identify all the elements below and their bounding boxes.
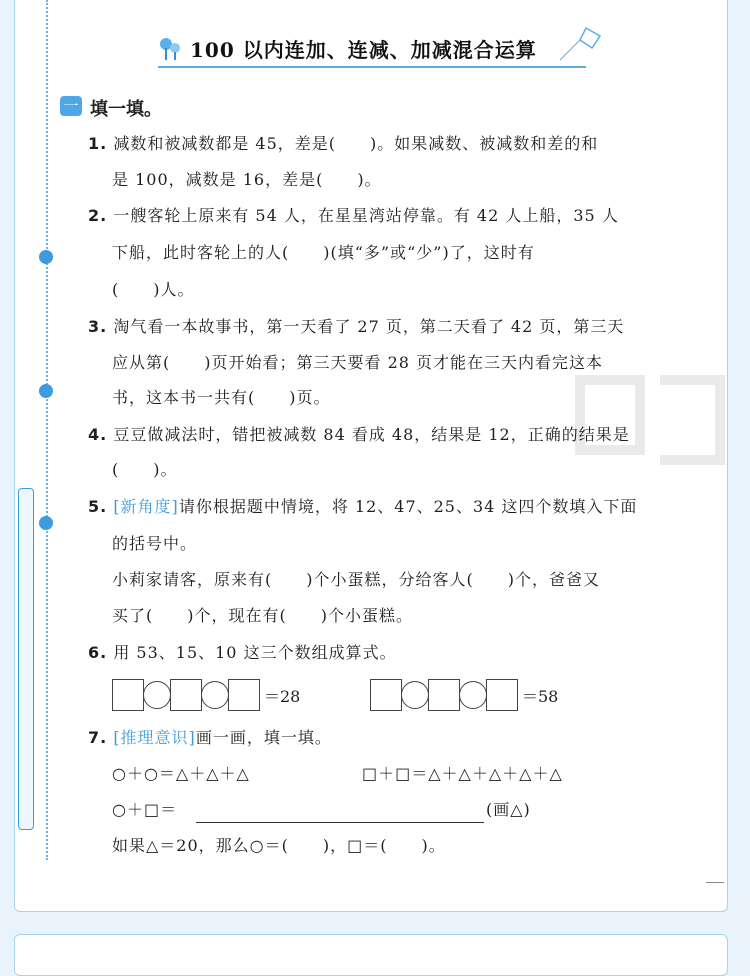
q6-eq1-result: ＝28: [264, 686, 301, 706]
q7-eq-c-note: (画△): [486, 800, 531, 819]
section-badge: 一: [60, 96, 82, 116]
q2-number: 2.: [88, 206, 108, 225]
corner-mark: [706, 882, 724, 883]
q5-line4: 买了( )个，现在有( )个小蛋糕。: [112, 606, 413, 625]
q7-line1: [88, 727, 332, 749]
q5-line3: 小莉家请客，原来有( )个小蛋糕，分给客人( )个，爸爸又: [112, 570, 600, 589]
q2-line1: [88, 205, 619, 227]
q7-eq-b: □＋□＝△＋△＋△＋△＋△: [362, 764, 563, 783]
q7-text1: 画一画，填一填。: [195, 728, 332, 747]
q7-number: 7.: [88, 728, 108, 747]
q6-number: 6.: [88, 643, 108, 662]
q1-line2: 是 100，减数是 16，差是( )。: [112, 170, 382, 189]
q4-line2: ( )。: [112, 460, 178, 479]
q1-number: 1.: [88, 134, 108, 153]
answer-box[interactable]: [428, 679, 460, 711]
q4-number: 4.: [88, 425, 108, 444]
q5-line2: 的括号中。: [112, 534, 198, 553]
title-underline: [158, 66, 586, 68]
q3-line2: 应从第( )页开始看；第三天要看 28 页才能在三天内看完这本: [112, 353, 604, 372]
answer-box[interactable]: [486, 679, 518, 711]
operator-circle[interactable]: [459, 681, 487, 709]
kite-icon: [556, 26, 602, 62]
q7-tag: [推理意识]: [113, 728, 196, 747]
q3-line3: 书，这本书一共有( )页。: [112, 388, 331, 407]
title-area: [158, 30, 586, 70]
q3-line1: [88, 316, 624, 338]
binding-dot: [39, 516, 53, 530]
answer-box[interactable]: [228, 679, 260, 711]
q2-line2: 下船，此时客轮上的人( )(填“多”或“少”)了，这时有: [112, 243, 535, 262]
next-page-card: [14, 934, 728, 976]
q1-line1: [88, 133, 598, 155]
q2-line3: ( )人。: [112, 280, 195, 299]
q4-line1: [88, 424, 630, 446]
q2-text1: 一艘客轮上原来有 54 人，在星星湾站停靠。有 42 人上船，35 人: [113, 206, 619, 225]
binding-dotted-line: [46, 0, 48, 860]
operator-circle[interactable]: [201, 681, 229, 709]
q4-text1: 豆豆做减法时，错把被减数 84 看成 48，结果是 12，正确的结果是: [113, 425, 630, 444]
q7-drawing-line[interactable]: [196, 822, 484, 823]
q6-equation-1: [112, 678, 300, 712]
q7-last-line: 如果△＝20，那么○＝( )，□＝( )。: [112, 836, 446, 855]
q6-line1: [88, 642, 397, 664]
tree-icon: [158, 36, 184, 62]
binding-dot: [39, 384, 53, 398]
q7-eq-a: ○＋○＝△＋△＋△: [112, 764, 250, 783]
q5-number: 5.: [88, 497, 108, 516]
q6-text1: 用 53、15、10 这三个数组成算式。: [113, 643, 397, 662]
answer-box[interactable]: [112, 679, 144, 711]
q5-text1: 请你根据题中情境，将 12、47、25、34 这四个数填入下面: [178, 497, 638, 516]
operator-circle[interactable]: [143, 681, 171, 709]
q5-tag: [新角度]: [113, 497, 179, 516]
watermark-logo: [570, 360, 750, 480]
q6-equation-2: [370, 678, 558, 712]
q6-eq2-result: ＝58: [522, 686, 559, 706]
q7-eq-c: ○＋□＝: [112, 800, 178, 819]
q3-number: 3.: [88, 317, 108, 336]
operator-circle[interactable]: [401, 681, 429, 709]
page-title: 100 以内连加、连减、加减混合运算: [190, 38, 537, 62]
q5-line1: [88, 496, 637, 518]
q3-text1: 淘气看一本故事书，第一天看了 27 页，第二天看了 42 页，第三天: [113, 317, 625, 336]
binding-dot: [39, 250, 53, 264]
answer-box[interactable]: [170, 679, 202, 711]
binding-label-bar: [18, 488, 34, 830]
section-title: 填一填。: [90, 99, 162, 120]
answer-box[interactable]: [370, 679, 402, 711]
q1-text1: 减数和被减数都是 45，差是( )。如果减数、被减数和差的和: [113, 134, 599, 153]
